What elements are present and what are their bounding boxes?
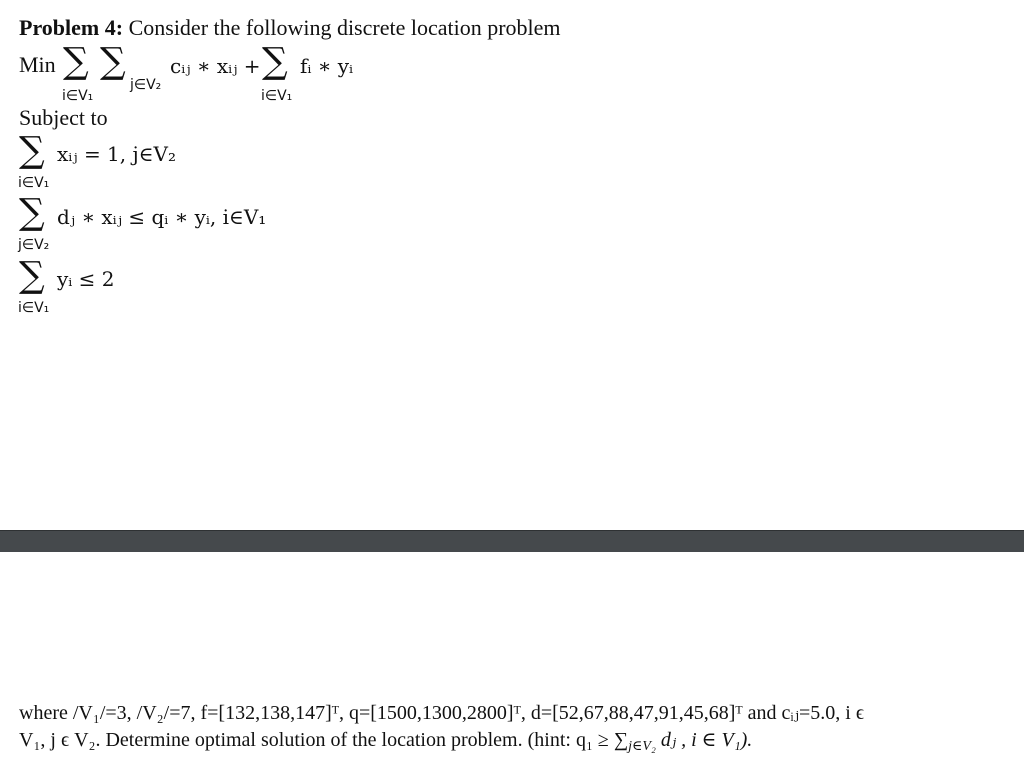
data-line-1: where /V₁/=3, /V₂/=7, f=[132,138,147]ᵀ, q=[1500,1300,2800]ᵀ, d=[52,67,88,47,91,45,68]ᵀ and cᵢⱼ=5.0, i ϵ (19, 702, 864, 724)
c3-limit: i∈V₁ (18, 300, 50, 316)
data-line-2-text: V₁, j ϵ V₂. Determine optimal solution of the location problem. (hint: q₁ ≥ ∑ (19, 729, 629, 751)
problem-statement: Consider the following discrete location problem (128, 15, 561, 40)
constraint-3-expr: yᵢ ≤ 2 (57, 267, 115, 291)
hint-sum-limit: j∈V₂ (628, 739, 656, 755)
objective-term-2: fᵢ ∗ yᵢ (300, 54, 354, 78)
constraint-1-expr: xᵢⱼ = 1, j∈V₂ (57, 142, 176, 166)
sum-limit-i-v1-2: i∈V₁ (261, 88, 293, 104)
data-line-2 (19, 730, 752, 754)
sum-limit-i-v1: i∈V₁ (62, 88, 94, 104)
sum-symbol-c2: ∑ (19, 192, 45, 233)
page-divider (0, 530, 1024, 552)
constraint-2-expr: dⱼ ∗ xᵢⱼ ≤ qᵢ ∗ yᵢ, i∈V₁ (57, 205, 267, 229)
problem-label: Problem 4: (19, 15, 124, 40)
subject-to-label: Subject to (19, 105, 108, 130)
sum-symbol-obj-3: ∑ (262, 41, 288, 82)
c1-limit: i∈V₁ (18, 175, 50, 191)
c2-limit: j∈V₂ (18, 237, 50, 253)
problem-heading (19, 17, 561, 39)
min-label: Min (19, 52, 56, 77)
sum-symbol-obj-1: ∑ (63, 41, 89, 82)
objective-term-1: cᵢⱼ ∗ xᵢⱼ + (170, 54, 261, 78)
data-line-2-end: dⱼ , i ∈ V₁). (655, 729, 753, 751)
sum-limit-j-v2: j∈V₂ (130, 77, 162, 93)
sum-symbol-obj-2: ∑ (100, 41, 126, 82)
sum-symbol-c1: ∑ (19, 130, 45, 171)
sum-symbol-c3: ∑ (19, 255, 45, 296)
